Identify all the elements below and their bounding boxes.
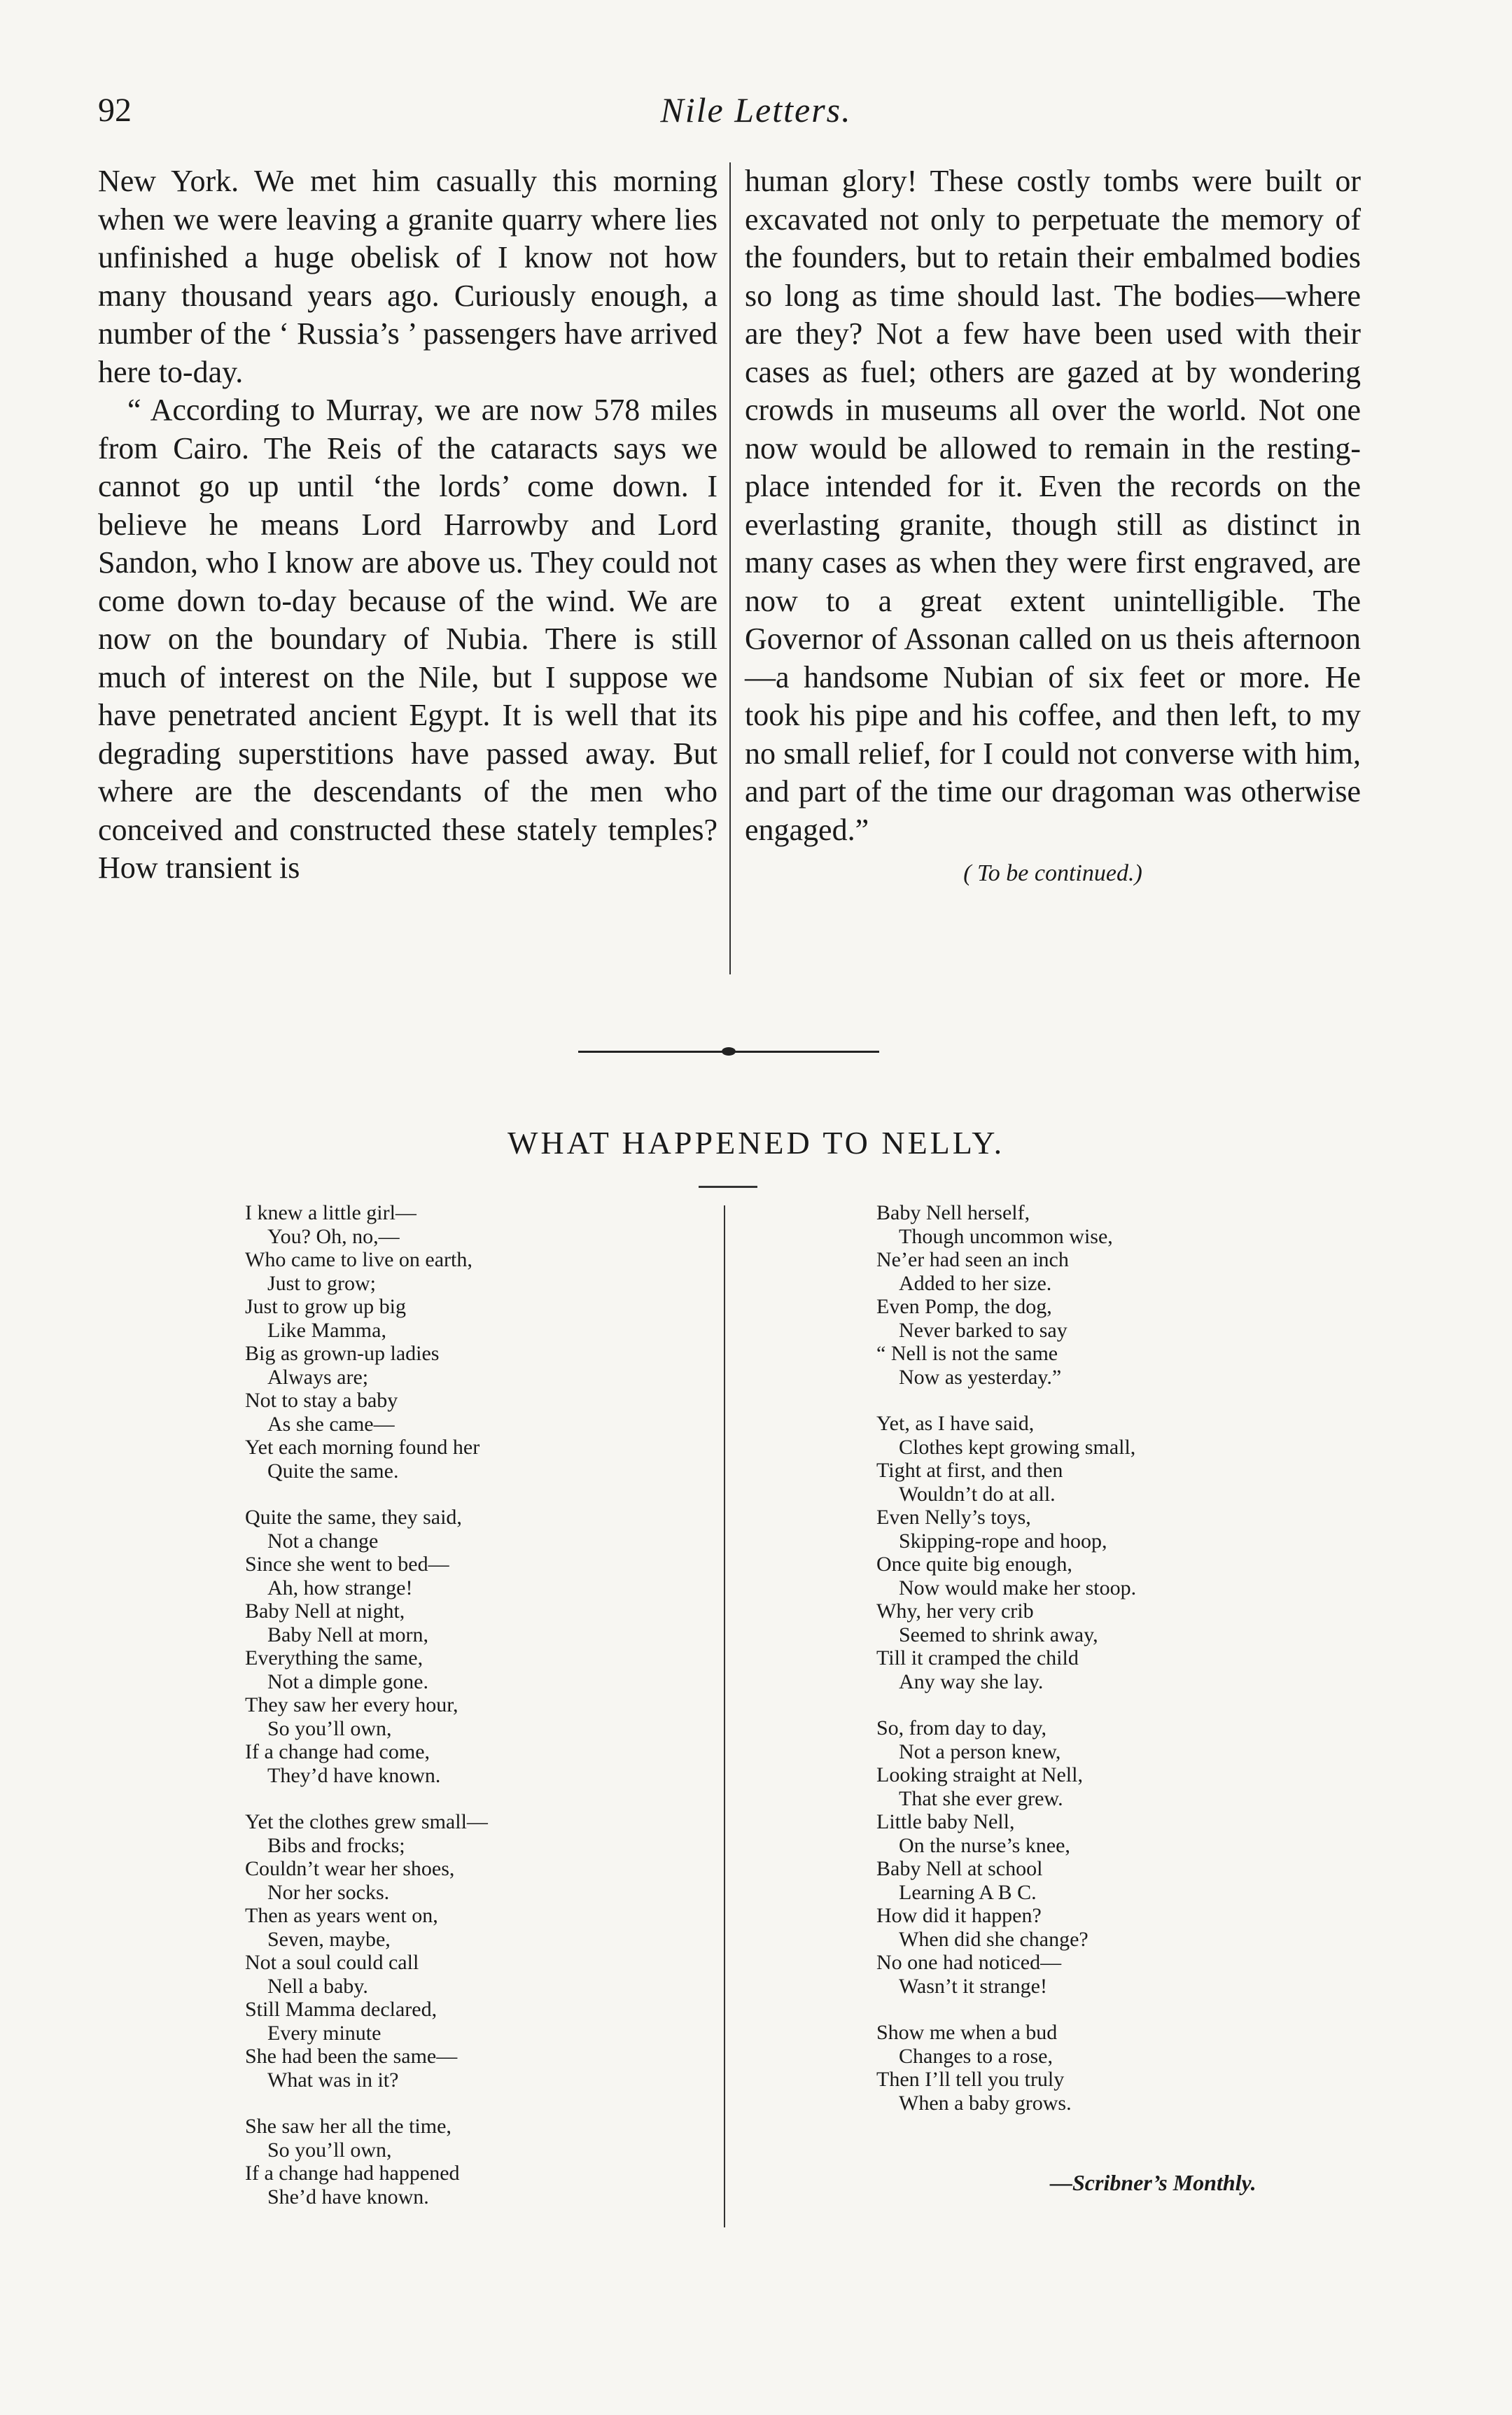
poem-line: If a change had come, <box>245 1740 430 1763</box>
poem-line: No one had noticed— <box>876 1951 1062 1974</box>
poem-line: When a baby grows. <box>899 2091 1072 2115</box>
poem-line: Now as yesterday.” <box>899 1365 1062 1389</box>
poem-line: Baby Nell at school <box>876 1857 1043 1880</box>
poem-line: Just to grow up big <box>245 1295 407 1318</box>
poem-line: Ne’er had seen an inch <box>876 1248 1069 1271</box>
poem-title: WHAT HAPPENED TO NELLY. <box>507 1125 1005 1161</box>
letter-paragraph: human glory! These costly tombs were built or excavated not only to perpetuate the memory of the founders, but to retain their embalmed bodies so long as time should last. The bodies—where are they? Not a few have been used with their cases as fuel; others are gazed at by wondering crowds in museums all over the world. Not one now would be allowed to remain in the resting-place intended for it. Even the records on the everlasting granite, though still as distinct in many cases as when they were first engraved, are now to a great extent unintelligible. The Governor of Assonan called on us theis afternoon—a handsome Nubian of six feet or more. He took his pipe and his coffee, and then left, to my no small relief, for I could not converse with him, and part of the time our dragoman was otherwise engaged.” <box>745 164 1361 847</box>
title-rule <box>699 1186 757 1188</box>
poem-left-column <box>245 1201 721 2232</box>
poem-line: Everything the same, <box>245 1646 424 1670</box>
poem-line: Still Mamma declared, <box>245 1998 438 2021</box>
letter-paragraph: “ According to Murray, we are now 578 miles from Cairo. The Reis of the cataracts says we cannot go up until ‘the lords’ come down. I believe he means Lord Harrowby and Lord Sandon, who I know are above us. They could not come down to-day because of the wind. We are now on the boundary of Nubia. There is still much of interest on the Nile, but I suppose we have penetrated ancient Egypt. It is well that its degrading superstitions have passed away. But where are the descendants of the men who conceived and constructed these stately temples? How transient is <box>98 393 718 885</box>
poem-line: They’d have known. <box>267 1763 441 1787</box>
poem-line: Why, her very crib <box>876 1600 1034 1623</box>
poem-line: Any way she lay. <box>899 1670 1044 1693</box>
poem-line: How did it happen? <box>876 1904 1042 1927</box>
poem-line: Nell a baby. <box>267 1974 368 1998</box>
poem-line: I knew a little girl— <box>245 1201 416 1224</box>
poem-stanza <box>876 1716 1380 1998</box>
poem-line: Now would make her stoop. <box>899 1576 1137 1600</box>
poem-stanza <box>876 1412 1380 1693</box>
poem-line: Learning A B C. <box>899 1880 1037 1904</box>
poem-line: Even Nelly’s toys, <box>876 1506 1031 1529</box>
poem-line: Looking straight at Nell, <box>876 1763 1083 1786</box>
poem-line: Tight at first, and then <box>876 1459 1063 1482</box>
section-ornament <box>578 1047 879 1056</box>
poem-line: Always are; <box>267 1365 369 1389</box>
poem-line: So you’ll own, <box>267 1716 392 1740</box>
poem-line: Skipping-rope and hoop, <box>899 1529 1107 1553</box>
poem-line: As she came— <box>267 1412 395 1436</box>
poem-stanza <box>876 2021 1380 2115</box>
poem-line: Though uncommon wise, <box>899 1224 1113 1248</box>
poem-stanza <box>245 2115 721 2208</box>
poem-line: If a change had happened <box>245 2162 460 2185</box>
poem-stanza <box>245 1201 721 1483</box>
poem-stanza <box>245 1506 721 1787</box>
poem-line: She saw her all the time, <box>245 2115 451 2138</box>
poem-line: Quite the same. <box>267 1459 399 1483</box>
poem-line: Little baby Nell, <box>876 1810 1015 1833</box>
poem-line: Quite the same, they said, <box>245 1506 462 1529</box>
poem-line: Wasn’t it strange! <box>899 1974 1047 1998</box>
poem-line: Just to grow; <box>267 1271 377 1295</box>
poem-line: Nor her socks. <box>267 1880 390 1904</box>
poem-line: Then I’ll tell you truly <box>876 2068 1065 2091</box>
poem-line: Ah, how strange! <box>267 1576 413 1600</box>
poem-line: Show me when a bud <box>876 2021 1058 2044</box>
poem-line: Yet, as I have said, <box>876 1412 1035 1435</box>
poem-line: Then as years went on, <box>245 1904 438 1927</box>
poem-line: They saw her every hour, <box>245 1693 458 1716</box>
poem-line: “ Nell is not the same <box>876 1342 1058 1365</box>
page-number: 92 <box>98 92 132 129</box>
poem-line: Every minute <box>267 2021 382 2045</box>
poem-line: Bibs and frocks; <box>267 1833 405 1857</box>
poem-line: Never barked to say <box>899 1318 1068 1342</box>
poem-line: Baby Nell herself, <box>876 1201 1030 1224</box>
poem-line: Yet the clothes grew small— <box>245 1810 488 1833</box>
letter-left-column <box>98 162 718 888</box>
letter-right-column <box>745 162 1361 893</box>
poem-line: Couldn’t wear her shoes, <box>245 1857 455 1880</box>
poem-line: Baby Nell at night, <box>245 1600 405 1623</box>
poem-credit: —Scribner’s Monthly. <box>1050 2170 1256 2195</box>
poem-line: Seemed to shrink away, <box>899 1623 1098 1646</box>
poem-line: Clothes kept growing small, <box>899 1435 1136 1459</box>
poem-line: She had been the same— <box>245 2045 458 2068</box>
poem-line: Baby Nell at morn, <box>267 1623 428 1646</box>
poem-line: Since she went to bed— <box>245 1553 449 1576</box>
poem-line: Like Mamma, <box>267 1318 386 1342</box>
poem-line: Wouldn’t do at all. <box>899 1482 1056 1506</box>
poem-line: That she ever grew. <box>899 1786 1063 1810</box>
poem-line: Not a soul could call <box>245 1951 419 1974</box>
poem-line: Changes to a rose, <box>899 2044 1053 2068</box>
column-divider <box>729 162 731 974</box>
poem-line: Not to stay a baby <box>245 1389 398 1412</box>
poem-line: When did she change? <box>899 1927 1088 1951</box>
letter-paragraph: New York. We met him casually this morning when we were leaving a granite quarry where lies unfinished a huge obelisk of I know not how many thousand years ago. Curiously enough, a number of the ‘ Russia’s ’ passengers have arrived here to-day. <box>98 164 718 389</box>
continued-note: ( To be continued.) <box>963 860 1142 886</box>
poem-line: Even Pomp, the dog, <box>876 1295 1052 1318</box>
poem-line: Till it cramped the child <box>876 1646 1079 1670</box>
poem-line: Added to her size. <box>899 1271 1052 1295</box>
poem-stanza <box>876 1201 1380 1389</box>
poem-stanza <box>245 1810 721 2092</box>
poem-line: What was in it? <box>267 2068 399 2092</box>
poem-line: So you’ll own, <box>267 2138 392 2162</box>
poem-line: She’d have known. <box>267 2185 429 2208</box>
poem-line: You? Oh, no,— <box>267 1224 400 1248</box>
poem-line: Who came to live on earth, <box>245 1248 472 1271</box>
poem-line: Yet each morning found her <box>245 1436 480 1459</box>
poem-line: Seven, maybe, <box>267 1927 391 1951</box>
poem-line: Not a person knew, <box>899 1740 1061 1763</box>
poem-column-divider <box>724 1205 725 2227</box>
poem-line: On the nurse’s knee, <box>899 1833 1070 1857</box>
poem-line: Once quite big enough, <box>876 1553 1072 1576</box>
poem-line: Not a change <box>267 1529 379 1553</box>
running-title: Nile Letters. <box>660 90 852 130</box>
poem-line: So, from day to day, <box>876 1716 1047 1740</box>
poem-right-column <box>876 1201 1380 2138</box>
poem-line: Not a dimple gone. <box>267 1670 428 1693</box>
poem-line: Big as grown-up ladies <box>245 1342 440 1365</box>
